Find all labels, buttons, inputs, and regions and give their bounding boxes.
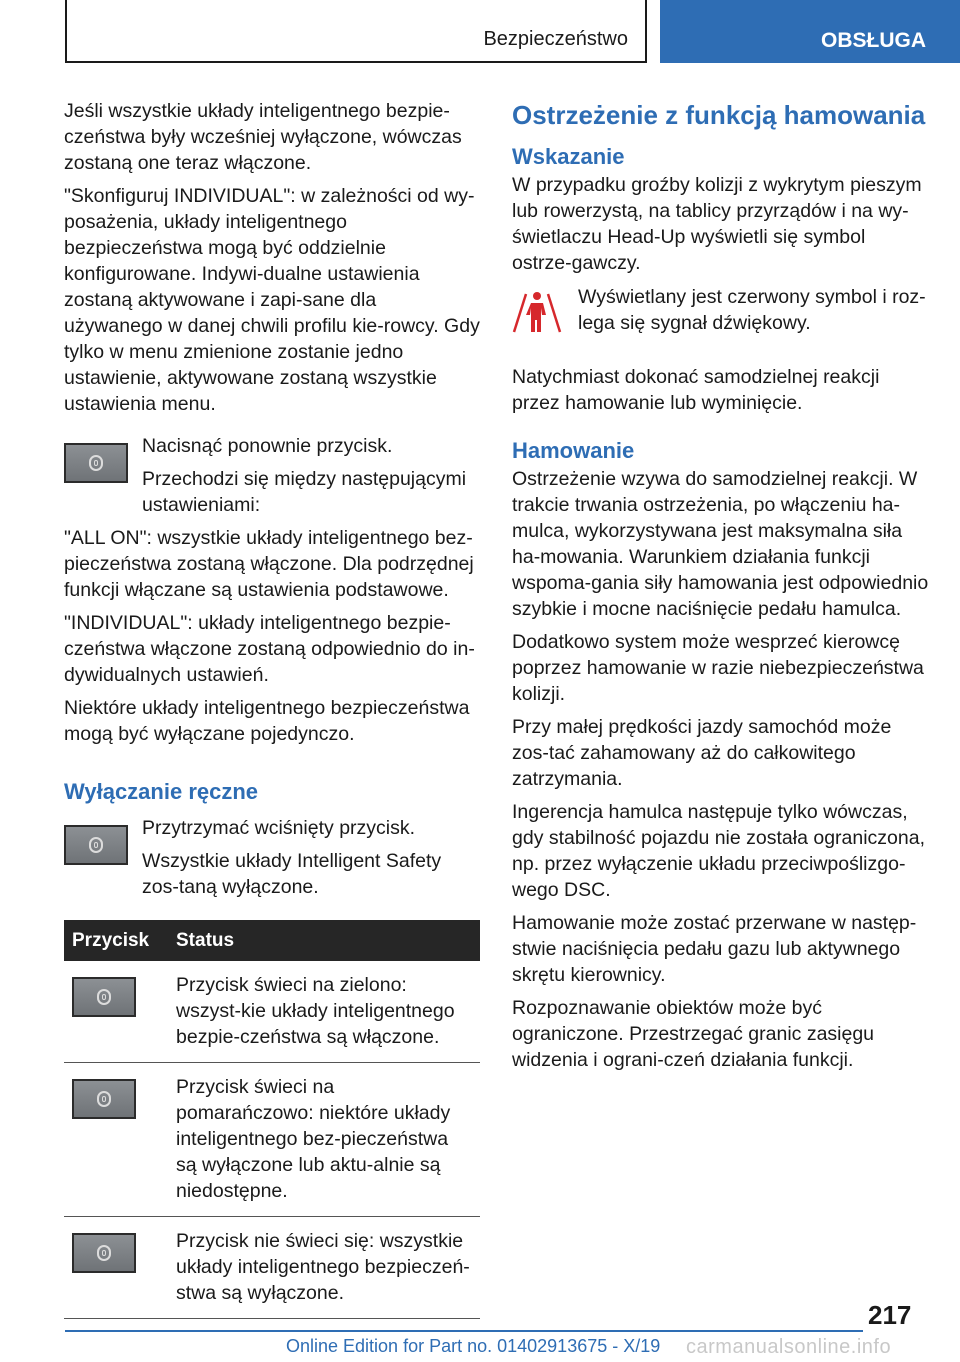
table-row bbox=[64, 1217, 480, 1319]
edition-note: Online Edition for Part no. 01402913675 - X/19 bbox=[286, 1336, 661, 1356]
table-cell: Przycisk świeci na zielono: wszyst-kie układy inteligentnego bezpie-czeństwa są włączone. bbox=[168, 961, 480, 1063]
paragraph: "INDIVIDUAL": układy inteligentnego bezpie-czeństwa włączone zostaną odpowiednio do in-dywidualnych ustawień. bbox=[64, 612, 475, 686]
table-cell bbox=[64, 1063, 168, 1217]
button-instruction bbox=[64, 433, 480, 518]
table-cell bbox=[64, 961, 168, 1063]
table-row bbox=[64, 1063, 480, 1217]
table-cell: Przycisk świeci na pomarańczowo: niektóre układy inteligentnego bez-pieczeństwa są wyłączone lub aktu-alnie są niedostępne. bbox=[168, 1063, 480, 1217]
paragraph: Niektóre układy inteligentnego bezpieczeństwa mogą być wyłączane pojedynczo. bbox=[64, 697, 470, 745]
footer-divider bbox=[65, 1330, 863, 1332]
chapter-label: OBSŁUGA bbox=[821, 28, 926, 52]
status-table bbox=[64, 920, 480, 1319]
safety-button-image bbox=[72, 1233, 136, 1273]
section-title: Bezpieczeństwo bbox=[483, 28, 628, 50]
button-instruction bbox=[64, 815, 480, 900]
instruction-text: Przytrzymać wciśnięty przycisk. bbox=[142, 817, 416, 839]
paragraph: W przypadku groźby kolizji z wykrytym pieszym lub rowerzystą, na tablicy przyrządów i na wy-świetlaczu Head-Up wyświetli się symbol ostrze-gawczy. bbox=[512, 174, 922, 274]
lock-icon bbox=[89, 455, 103, 471]
safety-button-image bbox=[64, 825, 128, 865]
paragraph: "ALL ON": wszystkie układy inteligentnego bez-pieczeństwa zostaną włączone. Dla podrzędnej funkcji włączane są ustawienia podstawowe. bbox=[64, 527, 474, 601]
warning-symbol-row bbox=[512, 284, 930, 358]
paragraph: Przy małej prędkości jazdy samochód może zos-tać zahamowany aż do całkowitego zatrzymania. bbox=[512, 716, 892, 790]
paragraph: "Skonfiguruj INDIVIDUAL": w zależności od wy-posażenia, układy inteligentnego bezpieczeństwa mogą być oddzielnie konfigurowane. Indywi-dualne ustawienia zostaną aktywowane i zapi-sane dla używanego w danej chwili profilu kie-rowcy. Gdy tylko w menu zmienione zostanie jedno ustawienie, aktywowane zostaną wszystkie ustawienia menu. bbox=[64, 185, 480, 415]
paragraph: Ostrzeżenie wzywa do samodzielnej reakcji. W trakcie trwania ostrzeżenia, po włączeniu ha-mulca, wykorzystywana jest maksymalna siła ha-mowania. Warunkiem działania funkcji wspoma-gania siły hamowania jest odpowiednio szybkie i mocne naciśnięcie pedału hamulca. bbox=[512, 468, 929, 620]
section-heading: Ostrzeżenie z funkcją hamowania bbox=[512, 100, 926, 130]
column-header: Przycisk bbox=[64, 920, 168, 961]
table-row bbox=[64, 961, 480, 1063]
lock-icon bbox=[89, 837, 103, 853]
page-number: 217 bbox=[868, 1300, 912, 1330]
right-column bbox=[512, 98, 930, 1080]
paragraph: Ingerencja hamulca następuje tylko wówczas, gdy stabilność pojazdu nie została ograniczona, np. przez wyłączenie układu przeciwpoślizgo-wego DSC. bbox=[512, 801, 926, 901]
lock-icon bbox=[97, 1245, 111, 1261]
pedestrian-warning-icon bbox=[512, 288, 562, 334]
table-header-row bbox=[64, 920, 480, 961]
subheading-indication: Wskazanie bbox=[512, 144, 625, 169]
chapter-tab[interactable] bbox=[660, 0, 960, 63]
paragraph: Hamowanie może zostać przerwane w następ-stwie naciśnięcia pedału gazu lub aktywnego skrętu kierownicy. bbox=[512, 912, 917, 986]
safety-button-image bbox=[72, 1079, 136, 1119]
subheading-braking: Hamowanie bbox=[512, 438, 635, 463]
paragraph: Jeśli wszystkie układy inteligentnego bezpie-czeństwa były wcześniej wyłączone, wówczas zostaną one teraz włączone. bbox=[64, 100, 462, 174]
left-column bbox=[64, 98, 480, 1319]
cycle-text: Przechodzi się między następującymi ustawieniami: bbox=[142, 468, 467, 516]
safety-button-image bbox=[64, 443, 128, 483]
paragraph: Dodatkowo system może wesprzeć kierowcę poprzez hamowanie w razie niebezpieczeństwa kolizji. bbox=[512, 631, 924, 705]
column-header: Status bbox=[168, 920, 480, 961]
paragraph: Rozpoznawanie obiektów może być ograniczone. Przestrzegać granic zasięgu widzenia i ograni-czeń działania funkcji. bbox=[512, 997, 875, 1071]
lock-icon bbox=[97, 989, 111, 1005]
instruction-text: Wszystkie układy Intelligent Safety zos-taną wyłączone. bbox=[142, 850, 442, 898]
instruction-text: Nacisnąć ponownie przycisk. bbox=[142, 435, 393, 457]
heading-manual-off: Wyłączanie ręczne bbox=[64, 779, 259, 804]
safety-button-image bbox=[72, 977, 136, 1017]
paragraph: Natychmiast dokonać samodzielnej reakcji przez hamowanie lub wyminięcie. bbox=[512, 366, 880, 414]
lock-icon bbox=[97, 1091, 111, 1107]
watermark: carmanualsonline.info bbox=[686, 1336, 892, 1358]
table-cell bbox=[64, 1217, 168, 1319]
table-cell: Przycisk nie świeci się: wszystkie układy inteligentnego bezpieczeń-stwa są wyłączone. bbox=[168, 1217, 480, 1319]
warning-text: Wyświetlany jest czerwony symbol i roz-lega się sygnał dźwiękowy. bbox=[578, 286, 926, 334]
